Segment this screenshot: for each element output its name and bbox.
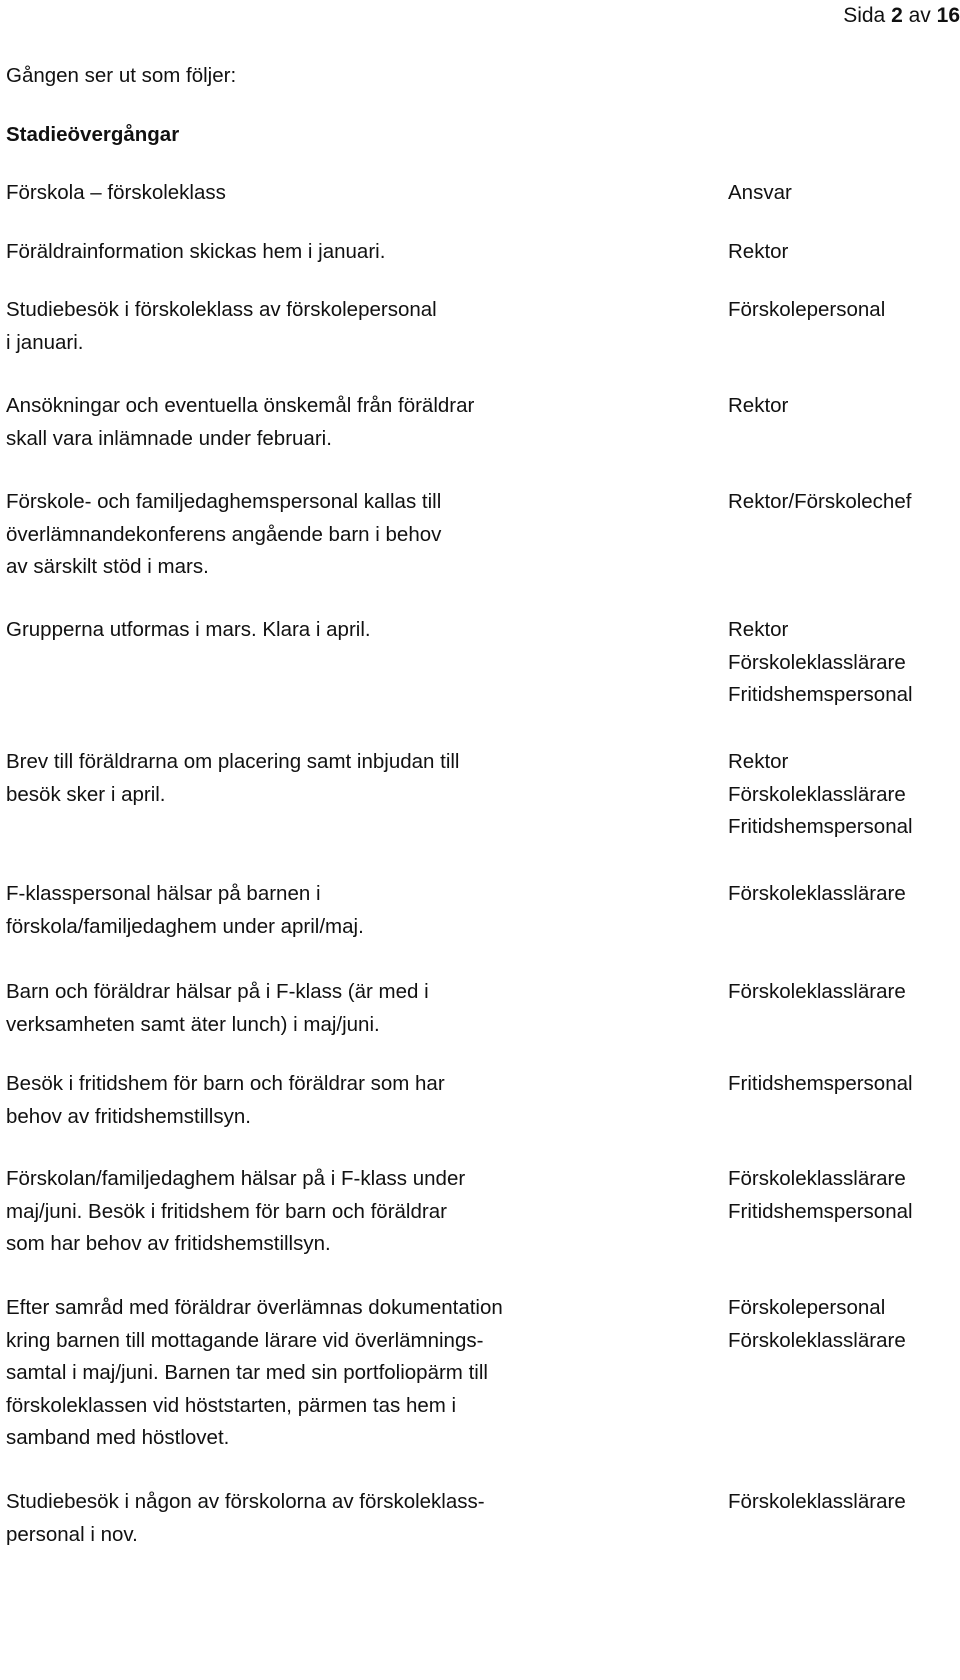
- activity-line: i januari.: [6, 330, 84, 354]
- responsible-text: [728, 976, 906, 1009]
- page-current: 2: [891, 4, 903, 27]
- activity-text: [6, 294, 437, 359]
- responsible-line: Fritidshemspersonal: [728, 815, 913, 838]
- activity-line: Barn och föräldrar hälsar på i F-klass (är med i: [6, 980, 429, 1003]
- activity-text: [6, 486, 441, 584]
- responsible-text: [728, 614, 913, 712]
- activity-line: Besök i fritidshem för barn och föräldrar som har: [6, 1072, 445, 1095]
- activity-line: F-klasspersonal hälsar på barnen i: [6, 882, 321, 905]
- responsible-text: [728, 1068, 913, 1101]
- activity-line: verksamheten samt äter lunch) i maj/juni.: [6, 1012, 380, 1036]
- activity-text: [6, 1163, 465, 1261]
- responsible-line: Fritidshemspersonal: [728, 1199, 913, 1223]
- activity-line: Brev till föräldrarna om placering samt inbjudan till: [6, 750, 460, 773]
- activity-line: Föräldrainformation skickas hem i januari.: [6, 240, 386, 263]
- activity-text: [6, 746, 459, 811]
- activity-line: Grupperna utformas i mars. Klara i april.: [6, 618, 371, 641]
- activity-line: samtal i maj/juni. Barnen tar med sin portfoliopärm till: [6, 1361, 488, 1384]
- responsible-text: [728, 746, 913, 844]
- responsible-line: Förskoleklasslärare: [728, 1167, 906, 1190]
- responsible-text: [728, 236, 788, 269]
- subsection-title: Förskola – förskoleklass: [6, 181, 226, 204]
- activity-text: [6, 1486, 485, 1551]
- activity-text: [6, 1068, 445, 1133]
- activity-line: förskoleklassen vid höststarten, pärmen tas hem i: [6, 1393, 457, 1417]
- activity-line: samband med höstlovet.: [6, 1426, 230, 1449]
- page-number-header: [843, 0, 960, 32]
- responsible-line: Förskoleklasslärare: [728, 650, 906, 674]
- responsible-line: Fritidshemspersonal: [728, 1072, 913, 1095]
- responsible-text: [728, 294, 885, 327]
- activity-line: skall vara inlämnade under februari.: [6, 426, 332, 450]
- section-title: Stadieövergångar: [6, 123, 180, 146]
- activity-text: [6, 390, 474, 455]
- intro-text: Gången ser ut som följer:: [6, 64, 237, 87]
- activity-line: kring barnen till mottagande lärare vid överlämnings-: [6, 1328, 484, 1352]
- responsible-text: [728, 878, 906, 911]
- activity-line: förskola/familjedaghem under april/maj.: [6, 914, 364, 938]
- page-prefix: Sida: [843, 4, 886, 27]
- responsible-line: Förskoleklasslärare: [728, 882, 906, 905]
- activity-text: [6, 1292, 503, 1455]
- activity-line: Efter samråd med föräldrar överlämnas dokumentation: [6, 1296, 503, 1319]
- responsible-line: Rektor/Förskolechef: [728, 490, 912, 513]
- activity-text: [6, 236, 385, 269]
- activity-line: Studiebesök i någon av förskolorna av förskoleklass-: [6, 1490, 485, 1513]
- responsible-line: Rektor: [728, 750, 789, 773]
- activity-text: [6, 976, 429, 1041]
- activity-line: personal i nov.: [6, 1522, 138, 1546]
- responsible-line: Förskolepersonal: [728, 1296, 886, 1319]
- activity-text: [6, 878, 364, 943]
- responsible-line: Förskoleklasslärare: [728, 782, 906, 806]
- activity-line: Studiebesök i förskoleklass av förskolepersonal: [6, 298, 437, 321]
- activity-line: maj/juni. Besök i fritidshem för barn och föräldrar: [6, 1199, 447, 1223]
- responsible-text: [728, 1292, 906, 1357]
- activity-line: överlämnandekonferens angående barn i behov: [6, 522, 442, 546]
- page-total: 16: [936, 4, 960, 27]
- responsible-line: Förskoleklasslärare: [728, 1328, 906, 1352]
- responsibility-header: Ansvar: [728, 181, 792, 204]
- responsible-line: Rektor: [728, 618, 789, 641]
- activity-line: av särskilt stöd i mars.: [6, 555, 209, 578]
- page-separator: av: [908, 4, 931, 27]
- activity-line: som har behov av fritidshemstillsyn.: [6, 1232, 331, 1255]
- responsible-text: [728, 1486, 906, 1519]
- activity-line: Ansökningar och eventuella önskemål från föräldrar: [6, 394, 475, 417]
- responsible-line: Förskoleklasslärare: [728, 1490, 906, 1513]
- responsible-line: Rektor: [728, 240, 789, 263]
- activity-text: [6, 614, 371, 647]
- activity-line: Förskole- och familjedaghemspersonal kallas till: [6, 490, 442, 513]
- responsible-line: Förskolepersonal: [728, 298, 886, 321]
- responsible-line: Fritidshemspersonal: [728, 683, 913, 706]
- responsible-line: Förskoleklasslärare: [728, 980, 906, 1003]
- responsible-text: [728, 390, 788, 423]
- activity-line: besök sker i april.: [6, 782, 166, 806]
- activity-line: behov av fritidshemstillsyn.: [6, 1104, 251, 1128]
- activity-line: Förskolan/familjedaghem hälsar på i F-klass under: [6, 1167, 466, 1190]
- responsible-text: [728, 1163, 913, 1228]
- responsible-text: [728, 486, 911, 519]
- responsible-line: Rektor: [728, 394, 789, 417]
